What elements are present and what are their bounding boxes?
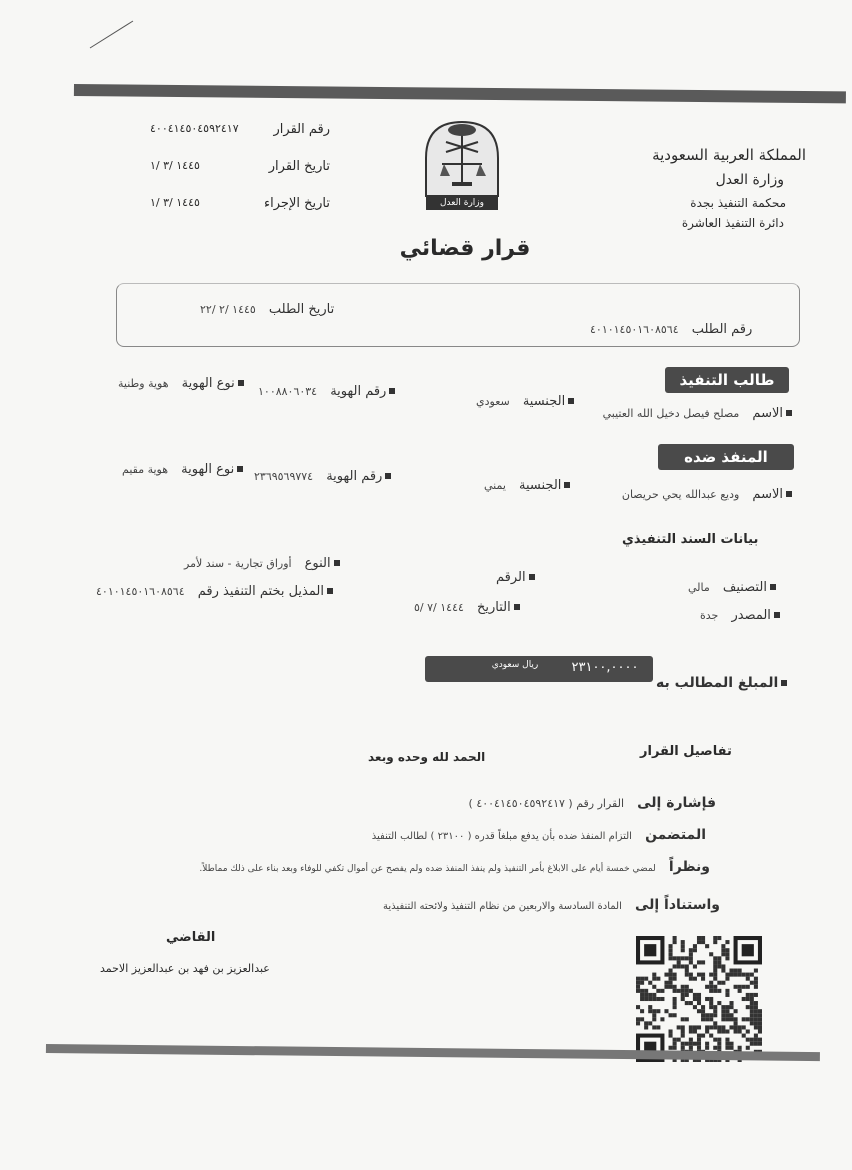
bond-type-label: النوع: [304, 556, 331, 571]
bond-source-label: المصدر: [731, 608, 771, 623]
request-number-value: ٤٠١٠١٤٥٠١٦٠٨٥٦٤: [590, 323, 679, 336]
emblem-text: وزارة العدل: [440, 198, 484, 208]
bullet-icon: [786, 491, 792, 497]
bond-date-label: التاريخ: [476, 600, 511, 615]
top-bar: [74, 84, 846, 103]
details-basis: [383, 894, 720, 913]
applicant-name-label: الاسم: [752, 406, 783, 421]
bond-class-label: التصنيف: [722, 580, 767, 595]
details-section-title: تفاصيل القرار: [640, 744, 732, 759]
judge-title: القاضي: [166, 930, 216, 945]
bond-section-title: بيانات السند التنفيذي: [622, 532, 759, 547]
bullet-icon: [327, 588, 333, 594]
applicant-id-value: ١٠٠٨٨٠٦٠٣٤: [258, 385, 318, 398]
bullet-icon: [781, 680, 787, 686]
judge-name: عبدالعزيز بن فهد بن عبدالعزيز الاحمد: [100, 962, 270, 975]
request-date-label: تاريخ الطلب: [268, 302, 335, 317]
qr-code: [636, 936, 762, 1062]
respondent-name-label: الاسم: [752, 487, 783, 502]
details-whereas: [199, 856, 710, 875]
applicant-name: [603, 402, 792, 421]
details-basis-label: واستناداً إلى: [634, 897, 720, 913]
bullet-icon: [529, 574, 535, 580]
amount-currency: ريال سعودي: [491, 660, 539, 670]
applicant-nationality-label: الجنسية: [522, 394, 566, 409]
request-date-value: ١٤٤٥ /٢ /٢٢: [200, 303, 256, 316]
bullet-icon: [385, 473, 391, 479]
decision-date-value: ١٤٤٥ /٣ /١: [150, 159, 200, 172]
details-ref-label: فإشارة إلى: [637, 795, 716, 811]
details-content-text: التزام المنفذ ضده بأن يدفع مبلغاً قدره ( ٢٣١٠٠ ) لطالب التنفيذ: [371, 831, 632, 842]
applicant-id: [258, 380, 395, 399]
respondent-nationality-value: يمني: [484, 479, 506, 492]
details-opening: الحمد لله وحده وبعد: [368, 750, 486, 764]
bond-class: [688, 576, 776, 595]
procedure-date-label: تاريخ الإجراء: [264, 196, 330, 211]
request-number: [590, 318, 752, 337]
respondent-id-value: ٢٣٦٩٥٦٩٧٧٤: [254, 470, 314, 483]
respondent-name: [622, 483, 792, 502]
respondent-id-type-value: هوية مقيم: [122, 463, 169, 476]
applicant-name-value: مصلح فيصل دخيل الله العتيبي: [602, 407, 740, 420]
ministry-emblem: [418, 118, 506, 212]
details-content-label: المتضمن: [645, 827, 706, 843]
bond-type: [184, 552, 340, 571]
bullet-icon: [568, 398, 574, 404]
header-ministry: وزارة العدل: [715, 172, 784, 188]
bond-stamp-label: المذيل بختم التنفيذ رقم: [197, 584, 324, 599]
respondent-name-value: وديع عبدالله يحي حريصان: [621, 488, 740, 501]
bullet-icon: [237, 466, 243, 472]
respondent-id-label: رقم الهوية: [326, 469, 383, 484]
bullet-icon: [334, 560, 340, 566]
procedure-date-value: ١٤٤٥ /٣ /١: [150, 196, 200, 209]
respondent-nationality-label: الجنسية: [519, 478, 562, 493]
bond-number: [488, 566, 535, 585]
page-title: قرار قضائي: [399, 236, 531, 261]
pen-mark: [85, 18, 140, 53]
respondent-section-header: المنفذ ضده: [658, 444, 794, 470]
details-content: [372, 824, 706, 843]
bond-source: [700, 604, 780, 623]
applicant-section-header: طالب التنفيذ: [665, 367, 789, 393]
bond-class-value: مالي: [688, 581, 710, 594]
bullet-icon: [774, 612, 780, 618]
decision-info: [150, 122, 330, 211]
details-ref-text: القرار رقم ( ٤٠٠٤١٤٥٠٤٥٩٢٤١٧ ): [468, 797, 625, 810]
decision-date-row: [150, 159, 330, 174]
decision-date-label: تاريخ القرار: [268, 159, 330, 174]
applicant-id-label: رقم الهوية: [330, 384, 387, 399]
applicant-nationality-value: سعودي: [476, 395, 510, 408]
bond-stamp: [96, 580, 333, 599]
details-whereas-text: لمضي خمسة أيام على الابلاغ بأمر التنفيذ ولم ينفذ المنفذ ضده ولم يفصح عن أموال تكفي للوفاء وبعد بناء على ذلك مماطلاً.: [199, 864, 656, 874]
amount-label-field: [656, 672, 787, 691]
procedure-date-row: [150, 196, 330, 211]
header-court: محكمة التنفيذ بجدة: [690, 196, 786, 210]
bond-number-label: الرقم: [496, 570, 526, 585]
bullet-icon: [389, 388, 395, 394]
respondent-id-type: [122, 458, 243, 477]
header-circuit: دائرة التنفيذ العاشرة: [681, 216, 784, 230]
bond-date: [414, 596, 520, 615]
bond-type-value: أوراق تجارية - سند لأمر: [184, 557, 292, 570]
applicant-id-type: [118, 372, 244, 391]
respondent-id: [254, 465, 391, 484]
bullet-icon: [238, 380, 244, 386]
applicant-id-type-value: هوية وطنية: [118, 377, 169, 390]
request-date: [200, 298, 334, 317]
bullet-icon: [770, 584, 776, 590]
bullet-icon: [514, 604, 520, 610]
bond-stamp-value: ٤٠١٠١٤٥٠١٦٠٨٥٦٤: [96, 585, 185, 598]
respondent-id-type-label: نوع الهوية: [181, 462, 235, 477]
bullet-icon: [564, 482, 570, 488]
amount-value: ٢٣١٠٠,٠٠٠٠: [571, 660, 639, 675]
details-ref: [469, 792, 716, 811]
bond-date-value: ١٤٤٤ /٧ /٥: [414, 601, 464, 614]
header-country: المملكة العربية السعودية: [652, 146, 806, 164]
bond-source-value: جدة: [700, 609, 719, 622]
decision-number-row: [150, 122, 330, 137]
bullet-icon: [786, 410, 792, 416]
details-basis-text: المادة السادسة والاربعين من نظام التنفيذ ولائحته التنفيذية: [383, 901, 622, 912]
amount-label: المبلغ المطالب به: [656, 675, 779, 691]
header-right: [652, 146, 806, 230]
applicant-nationality: [476, 390, 574, 409]
applicant-id-type-label: نوع الهوية: [181, 376, 235, 391]
respondent-nationality: [484, 474, 570, 493]
decision-number-label: رقم القرار: [273, 122, 330, 137]
decision-number-value: ٤٠٠٤١٤٥٠٤٥٩٢٤١٧: [150, 122, 239, 135]
request-number-label: رقم الطلب: [691, 322, 753, 337]
details-whereas-label: ونظراً: [668, 859, 710, 875]
